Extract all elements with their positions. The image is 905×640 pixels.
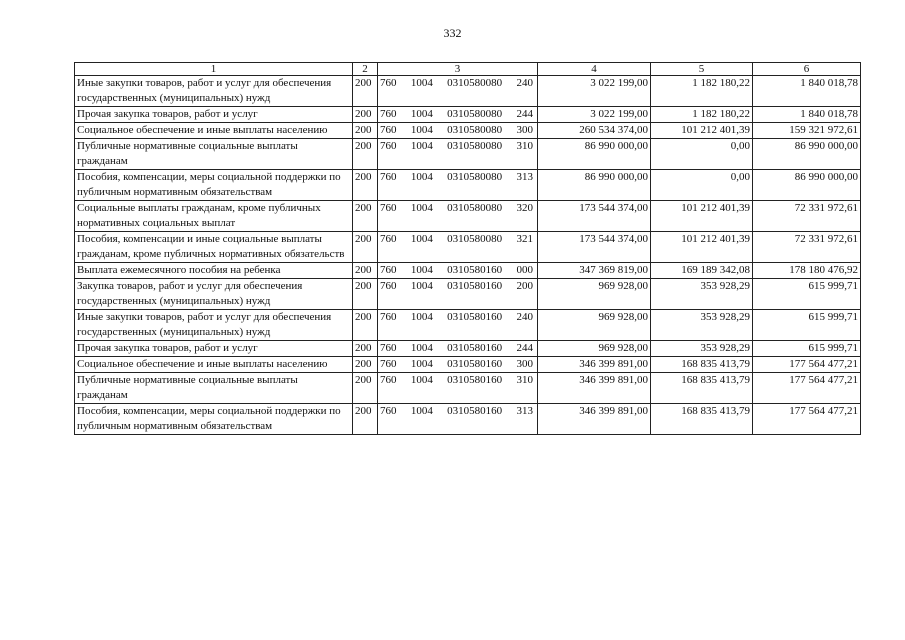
table-row	[75, 123, 861, 139]
amount-col-4: 3 022 199,00	[538, 107, 651, 123]
expense-type-code: 313	[516, 405, 533, 417]
section-code: 1004	[410, 233, 433, 245]
table-row	[75, 357, 861, 373]
expense-type-code: 300	[516, 358, 533, 370]
dept-code: 760	[380, 358, 397, 370]
table-row	[75, 263, 861, 279]
row-code-col-2: 200	[353, 76, 378, 107]
header-row	[75, 63, 861, 76]
amount-col-5: 101 212 401,39	[651, 201, 753, 232]
amount-col-4: 969 928,00	[538, 341, 651, 357]
row-code-col-2: 200	[353, 263, 378, 279]
row-code-col-3	[378, 279, 538, 310]
section-code: 1004	[410, 264, 433, 276]
amount-col-5: 101 212 401,39	[651, 232, 753, 263]
table-row	[75, 279, 861, 310]
dept-code: 760	[380, 124, 397, 136]
target-code: 0310580080	[447, 140, 503, 152]
row-code-col-3	[378, 201, 538, 232]
dept-code: 760	[380, 342, 397, 354]
section-code: 1004	[410, 108, 433, 120]
target-code: 0310580160	[447, 405, 503, 417]
amount-col-4: 260 534 374,00	[538, 123, 651, 139]
dept-code: 760	[380, 280, 397, 292]
row-code-col-2: 200	[353, 357, 378, 373]
section-code: 1004	[410, 358, 433, 370]
row-code-col-2: 200	[353, 123, 378, 139]
target-code: 0310580160	[447, 374, 503, 386]
expense-type-code: 310	[516, 140, 533, 152]
section-code: 1004	[410, 342, 433, 354]
header-col-6: 6	[753, 63, 861, 76]
expense-type-code: 244	[516, 108, 533, 120]
section-code: 1004	[410, 171, 433, 183]
amount-col-6: 177 564 477,21	[753, 404, 861, 435]
amount-col-4: 173 544 374,00	[538, 201, 651, 232]
table-row	[75, 201, 861, 232]
amount-col-6: 177 564 477,21	[753, 373, 861, 404]
dept-code: 760	[380, 233, 397, 245]
table-row	[75, 139, 861, 170]
dept-code: 760	[380, 108, 397, 120]
amount-col-4: 86 990 000,00	[538, 139, 651, 170]
table-row	[75, 170, 861, 201]
table-row	[75, 76, 861, 107]
row-code-col-3	[378, 76, 538, 107]
budget-table	[74, 62, 861, 435]
dept-code: 760	[380, 311, 397, 323]
target-code: 0310580080	[447, 171, 503, 183]
expense-type-code: 240	[516, 311, 533, 323]
amount-col-4: 346 399 891,00	[538, 357, 651, 373]
target-code: 0310580080	[447, 108, 503, 120]
table-row	[75, 341, 861, 357]
amount-col-6: 72 331 972,61	[753, 232, 861, 263]
row-code-col-3	[378, 170, 538, 201]
section-code: 1004	[410, 124, 433, 136]
amount-col-5: 353 928,29	[651, 279, 753, 310]
dept-code: 760	[380, 374, 397, 386]
target-code: 0310580080	[447, 124, 503, 136]
row-code-col-2: 200	[353, 107, 378, 123]
section-code: 1004	[410, 374, 433, 386]
row-description: Пособия, компенсации, меры социальной поддержки по публичным нормативным обязательствам	[75, 404, 353, 435]
page-number: 332	[443, 26, 462, 40]
amount-col-6: 177 564 477,21	[753, 357, 861, 373]
row-description: Пособия, компенсации, меры социальной поддержки по публичным нормативным обязательствам	[75, 170, 353, 201]
dept-code: 760	[380, 77, 397, 89]
target-code: 0310580160	[447, 342, 503, 354]
amount-col-5: 353 928,29	[651, 341, 753, 357]
target-code: 0310580080	[447, 202, 503, 214]
amount-col-6: 86 990 000,00	[753, 139, 861, 170]
expense-type-code: 200	[516, 280, 533, 292]
target-code: 0310580080	[447, 77, 503, 89]
table-row	[75, 232, 861, 263]
amount-col-6: 178 180 476,92	[753, 263, 861, 279]
row-description: Закупка товаров, работ и услуг для обеспечения государственных (муниципальных) нужд	[75, 279, 353, 310]
row-code-col-3	[378, 107, 538, 123]
row-description: Прочая закупка товаров, работ и услуг	[75, 107, 353, 123]
expense-type-code: 321	[516, 233, 533, 245]
target-code: 0310580160	[447, 264, 503, 276]
amount-col-4: 86 990 000,00	[538, 170, 651, 201]
amount-col-6: 86 990 000,00	[753, 170, 861, 201]
row-code-col-2: 200	[353, 341, 378, 357]
target-code: 0310580160	[447, 311, 503, 323]
expense-type-code: 240	[516, 77, 533, 89]
header-col-4: 4	[538, 63, 651, 76]
row-code-col-3	[378, 263, 538, 279]
table-row	[75, 310, 861, 341]
row-description: Социальное обеспечение и иные выплаты населению	[75, 123, 353, 139]
row-code-col-2: 200	[353, 279, 378, 310]
row-code-col-3	[378, 341, 538, 357]
row-description: Публичные нормативные социальные выплаты гражданам	[75, 139, 353, 170]
row-code-col-3	[378, 310, 538, 341]
row-code-col-2: 200	[353, 232, 378, 263]
amount-col-5: 168 835 413,79	[651, 373, 753, 404]
dept-code: 760	[380, 264, 397, 276]
row-code-col-2: 200	[353, 310, 378, 341]
row-description: Социальные выплаты гражданам, кроме публичных нормативных социальных выплат	[75, 201, 353, 232]
amount-col-5: 1 182 180,22	[651, 76, 753, 107]
row-description: Иные закупки товаров, работ и услуг для обеспечения государственных (муниципальных) нужд	[75, 310, 353, 341]
amount-col-6: 1 840 018,78	[753, 76, 861, 107]
section-code: 1004	[410, 311, 433, 323]
amount-col-5: 101 212 401,39	[651, 123, 753, 139]
table-row	[75, 404, 861, 435]
dept-code: 760	[380, 171, 397, 183]
row-code-col-3	[378, 139, 538, 170]
amount-col-5: 169 189 342,08	[651, 263, 753, 279]
amount-col-5: 168 835 413,79	[651, 357, 753, 373]
header-col-1: 1	[75, 63, 353, 76]
table-row	[75, 373, 861, 404]
amount-col-4: 3 022 199,00	[538, 76, 651, 107]
amount-col-5: 1 182 180,22	[651, 107, 753, 123]
amount-col-5: 168 835 413,79	[651, 404, 753, 435]
row-code-col-3	[378, 373, 538, 404]
row-code-col-3	[378, 123, 538, 139]
expense-type-code: 313	[516, 171, 533, 183]
amount-col-5: 0,00	[651, 139, 753, 170]
row-code-col-2: 200	[353, 139, 378, 170]
section-code: 1004	[410, 77, 433, 89]
target-code: 0310580160	[447, 280, 503, 292]
expense-type-code: 300	[516, 124, 533, 136]
table-row	[75, 107, 861, 123]
amount-col-6: 159 321 972,61	[753, 123, 861, 139]
amount-col-4: 969 928,00	[538, 310, 651, 341]
dept-code: 760	[380, 405, 397, 417]
row-code-col-2: 200	[353, 170, 378, 201]
row-code-col-2: 200	[353, 373, 378, 404]
target-code: 0310580080	[447, 233, 503, 245]
row-code-col-3	[378, 357, 538, 373]
dept-code: 760	[380, 140, 397, 152]
section-code: 1004	[410, 280, 433, 292]
section-code: 1004	[410, 202, 433, 214]
expense-type-code: 000	[516, 264, 533, 276]
header-col-3: 3	[378, 63, 538, 76]
amount-col-4: 347 369 819,00	[538, 263, 651, 279]
expense-type-code: 244	[516, 342, 533, 354]
section-code: 1004	[410, 405, 433, 417]
header-col-2: 2	[353, 63, 378, 76]
dept-code: 760	[380, 202, 397, 214]
row-description: Публичные нормативные социальные выплаты гражданам	[75, 373, 353, 404]
header-col-5: 5	[651, 63, 753, 76]
amount-col-6: 615 999,71	[753, 341, 861, 357]
amount-col-6: 615 999,71	[753, 310, 861, 341]
table-body	[75, 76, 861, 435]
row-description: Прочая закупка товаров, работ и услуг	[75, 341, 353, 357]
amount-col-6: 615 999,71	[753, 279, 861, 310]
amount-col-4: 173 544 374,00	[538, 232, 651, 263]
row-code-col-3	[378, 404, 538, 435]
row-code-col-3	[378, 232, 538, 263]
amount-col-6: 1 840 018,78	[753, 107, 861, 123]
section-code: 1004	[410, 140, 433, 152]
amount-col-4: 346 399 891,00	[538, 404, 651, 435]
amount-col-5: 0,00	[651, 170, 753, 201]
expense-type-code: 320	[516, 202, 533, 214]
target-code: 0310580160	[447, 358, 503, 370]
amount-col-6: 72 331 972,61	[753, 201, 861, 232]
row-code-col-2: 200	[353, 201, 378, 232]
row-description: Иные закупки товаров, работ и услуг для обеспечения государственных (муниципальных) нужд	[75, 76, 353, 107]
row-code-col-2: 200	[353, 404, 378, 435]
row-description: Выплата ежемесячного пособия на ребенка	[75, 263, 353, 279]
amount-col-5: 353 928,29	[651, 310, 753, 341]
amount-col-4: 346 399 891,00	[538, 373, 651, 404]
row-description: Пособия, компенсации и иные социальные выплаты гражданам, кроме публичных нормативных обязательств	[75, 232, 353, 263]
amount-col-4: 969 928,00	[538, 279, 651, 310]
expense-type-code: 310	[516, 374, 533, 386]
row-description: Социальное обеспечение и иные выплаты населению	[75, 357, 353, 373]
